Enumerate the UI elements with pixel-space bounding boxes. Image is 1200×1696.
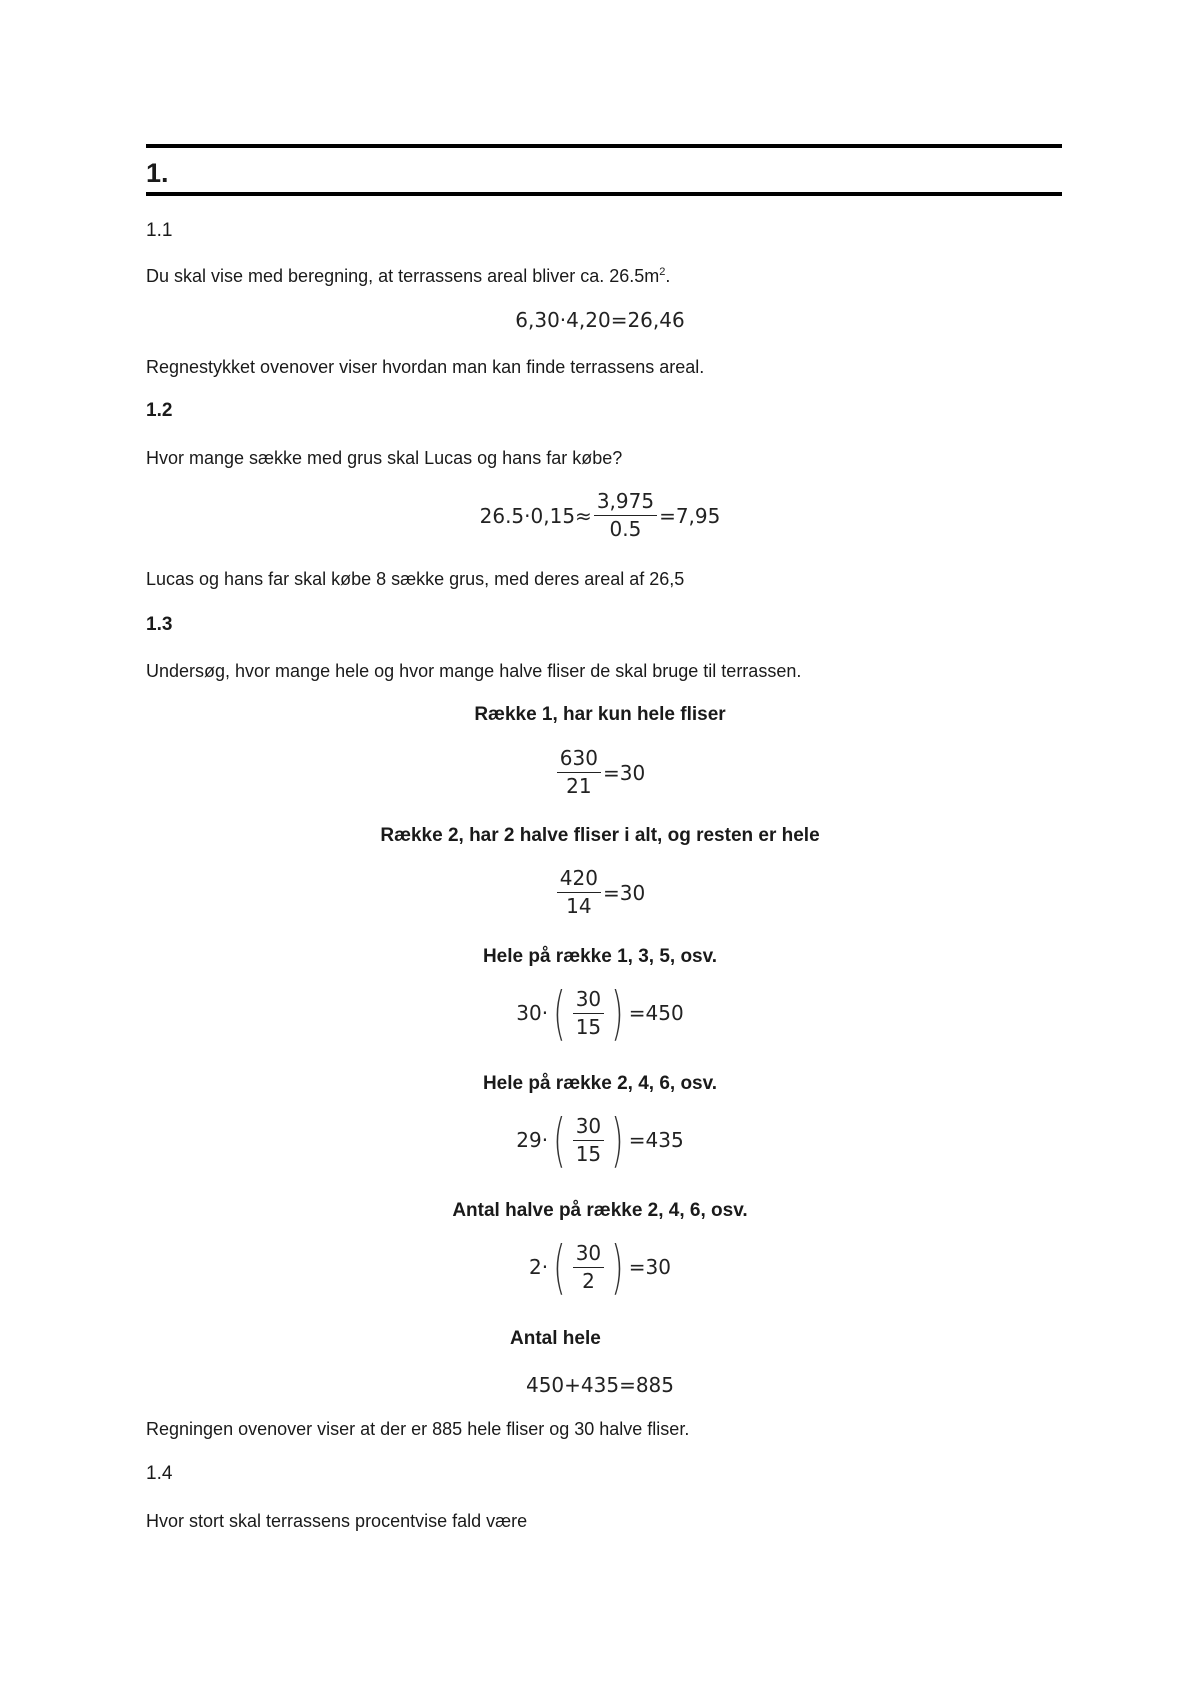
conclusion-1-3: Regningen ovenover viser at der er 885 hele fliser og 30 halve fliser. xyxy=(146,1419,690,1439)
label-whole-even: Hele på række 2, 4, 6, osv. xyxy=(482,1073,718,1094)
equation-row-2: $\frac{420}{14}$ =30 xyxy=(0,866,1200,918)
bottom-rule xyxy=(146,192,1062,196)
top-rule xyxy=(146,144,1062,148)
heading-1-4: 1.4 xyxy=(146,1463,173,1484)
question-1-3: Undersøg, hvor mange hele og hvor mange halve fliser de skal bruge til terrassen. xyxy=(146,661,802,681)
equation-gravel: 26.5·0,15≈ $\frac{3,975}{0.5}$ =7,95 xyxy=(479,489,721,541)
equation-whole-even: 29· ( $\frac{30}{15}$ ) =435 xyxy=(516,1106,684,1174)
label-halves-even: Antal halve på række 2, 4, 6, osv. xyxy=(452,1200,748,1221)
label-row-2: Række 2, har 2 halve fliser i alt, og resten er hele xyxy=(380,825,820,846)
explanation-1-1: Regnestykket ovenover viser hvordan man kan finde terrassens areal. xyxy=(146,357,705,377)
label-whole-odd: Hele på række 1, 3, 5, osv. xyxy=(482,946,718,967)
section-title: 1. xyxy=(146,158,169,188)
label-total: Antal hele xyxy=(510,1328,601,1349)
heading-1-3: 1.3 xyxy=(146,614,173,635)
question-1-2: Hvor mange sække med grus skal Lucas og hans far købe? xyxy=(146,448,623,468)
equation-halves-even: 2· ( $\frac{30}{2}$ ) =30 xyxy=(528,1233,672,1301)
question-1-4: Hvor stort skal terrassens procentvise fald være xyxy=(146,1511,528,1531)
label-row-1: Række 1, har kun hele fliser xyxy=(474,704,726,725)
heading-1-1: 1.1 xyxy=(146,220,173,241)
equation-area: 6,30·4,20=26,46 xyxy=(515,308,685,332)
equation-total: 450+435=885 xyxy=(525,1373,675,1397)
answer-1-2: Lucas og hans far skal købe 8 sække grus, med deres areal af 26,5 xyxy=(146,569,685,589)
equation-row-1: $\frac{630}{21}$ =30 xyxy=(0,746,1200,798)
equation-whole-odd: 30· ( $\frac{30}{15}$ ) =450 xyxy=(516,979,684,1047)
heading-1-2: 1.2 xyxy=(146,400,173,421)
question-1-1: Du skal vise med beregning, at terrassens areal bliver ca. $26.5m^2$. xyxy=(146,266,671,286)
fraction-gravel: $\frac{3,975}{0.5}$ xyxy=(594,490,657,541)
